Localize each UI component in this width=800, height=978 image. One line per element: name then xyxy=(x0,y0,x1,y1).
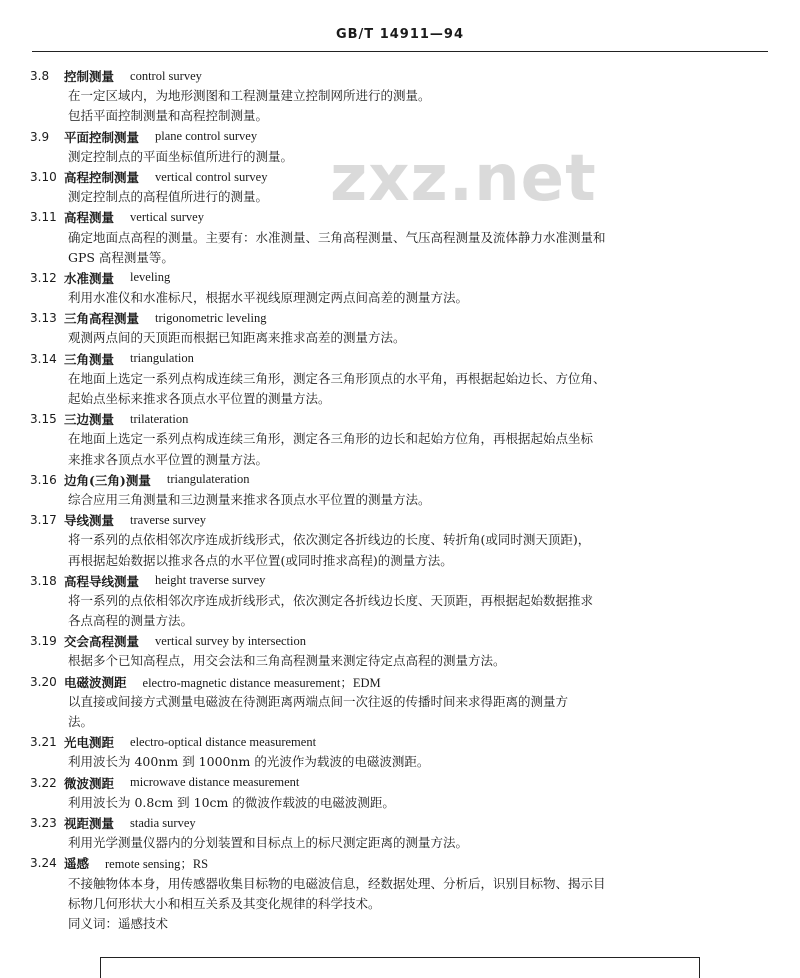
term-entry xyxy=(30,167,775,207)
definition-line: 起始点坐标来推求各顶点水平位置的测量方法。 xyxy=(68,391,331,406)
term-chinese: 高程导线测量 xyxy=(64,573,140,589)
term-number: 3.9 xyxy=(30,129,50,144)
definition-line: 在一定区域内，为地形测图和工程测量建立控制网所进行的测量。 xyxy=(68,88,431,104)
standard-code-header: GB/T 14911—94 xyxy=(335,27,465,42)
term-chinese: 三边测量 xyxy=(64,412,115,428)
definition-line: 观测两点间的天顶距而根据已知距离来推求高差的测量方法。 xyxy=(68,330,406,346)
term-chinese: 高程测量 xyxy=(64,210,115,226)
term-entry xyxy=(30,409,775,470)
term-chinese: 微波测距 xyxy=(64,775,115,791)
term-number: 3.16 xyxy=(30,472,57,487)
term-heading xyxy=(30,409,775,429)
term-entry xyxy=(30,672,775,733)
term-number: 3.19 xyxy=(30,634,57,649)
definition-line: 各点高程的测量方法。 xyxy=(68,613,194,629)
term-entry xyxy=(30,853,775,934)
term-english: control survey xyxy=(130,68,202,83)
term-heading xyxy=(30,813,775,833)
term-heading xyxy=(30,127,775,147)
term-number: 3.8 xyxy=(30,69,50,84)
definition-line: 同义词：遥感技术 xyxy=(68,915,169,931)
term-entry xyxy=(30,631,775,671)
definition-line: 来推求各顶点水平位置的测量方法。 xyxy=(68,451,269,467)
term-entry xyxy=(30,207,775,268)
term-chinese: 遥感 xyxy=(64,856,90,872)
definition-line: 在地面上选定一系列点构成连续三角形，测定各三角形的边长和起始方位角，再根据起始点坐标 xyxy=(68,431,594,447)
term-english: plane control survey xyxy=(155,129,258,144)
term-chinese: 高程控制测量 xyxy=(64,170,140,186)
term-english: remote sensing；RS xyxy=(105,857,209,872)
header-rule xyxy=(32,51,768,52)
term-english: microwave distance measurement xyxy=(130,775,300,790)
watermark: zxz.net xyxy=(330,142,597,216)
term-entry xyxy=(30,571,775,632)
term-heading xyxy=(30,66,775,86)
term-heading xyxy=(30,167,775,187)
term-heading xyxy=(30,470,775,490)
definition-line: 测定控制点的高程值所进行的测量。 xyxy=(68,189,269,205)
term-heading xyxy=(30,571,775,591)
term-number: 3.18 xyxy=(30,573,57,588)
term-chinese: 光电测距 xyxy=(64,735,115,751)
term-english: leveling xyxy=(130,270,171,285)
term-number: 3.10 xyxy=(30,170,57,185)
term-heading xyxy=(30,773,775,793)
term-entry xyxy=(30,773,775,813)
definition-line: 在地面上选定一系列点构成连续三角形，测定各三角形顶点的水平角，再根据起始边长、方位角、 xyxy=(68,370,606,386)
definition-line: 包括平面控制测量和高程控制测量。 xyxy=(68,108,269,124)
term-heading xyxy=(30,510,775,530)
term-entry xyxy=(30,127,775,167)
term-chinese: 平面控制测量 xyxy=(64,129,140,145)
definition-line: 利用光学测量仪器内的分划装置和目标点上的标尺测定距离的测量方法。 xyxy=(68,835,469,851)
definition-line: 确定地面点高程的测量。主要有：水准测量、三角高程测量、气压高程测量及流体静力水准测量和 xyxy=(68,229,606,245)
term-english: triangulateration xyxy=(166,472,250,487)
term-entry xyxy=(30,349,775,410)
term-english: triangulation xyxy=(130,351,194,366)
term-heading xyxy=(30,268,775,288)
term-number: 3.14 xyxy=(30,351,57,366)
term-chinese: 边角(三角)测量 xyxy=(64,472,151,488)
term-heading xyxy=(30,853,775,873)
term-number: 3.22 xyxy=(30,775,57,790)
term-chinese: 水准测量 xyxy=(64,270,115,286)
term-chinese: 三角测量 xyxy=(64,351,115,367)
term-number: 3.15 xyxy=(30,412,57,427)
definition-line: 将一系列的点依相邻次序连成折线形式，依次测定各折线边的长度、转折角(或同时测天顶距)， xyxy=(68,532,591,548)
term-chinese: 导线测量 xyxy=(64,513,115,529)
definition-line: 不接触物体本身，用传感器收集目标物的电磁波信息，经数据处理、分析后，识别目标物、揭示目 xyxy=(68,875,606,891)
term-number: 3.17 xyxy=(30,513,57,528)
definition-line: 将一系列的点依相邻次序连成折线形式，依次测定各折线边长度、天顶距，再根据起始数据推求 xyxy=(68,592,594,608)
term-number: 3.20 xyxy=(30,674,57,689)
term-heading xyxy=(30,207,775,227)
term-chinese: 控制测量 xyxy=(64,69,115,85)
definition-line: 标物几何形状大小和相互关系及其变化规律的科学技术。 xyxy=(68,895,381,911)
term-english: vertical survey by intersection xyxy=(155,633,307,648)
definition-line: 以直接或间接方式测量电磁波在待测距离两端点间一次往返的传播时间来求得距离的测量方 xyxy=(68,693,569,709)
term-chinese: 三角高程测量 xyxy=(64,311,140,327)
term-entry xyxy=(30,470,775,510)
term-heading xyxy=(30,308,775,328)
term-entry xyxy=(30,66,775,127)
term-heading xyxy=(30,349,775,369)
term-chinese: 电磁波测距 xyxy=(64,674,127,690)
term-entry xyxy=(30,510,775,571)
term-english: traverse survey xyxy=(130,512,207,527)
term-entry xyxy=(30,813,775,853)
definition-line: 利用波长为 400nm 到 1000nm 的光波作为载波的电磁波测距。 xyxy=(68,754,430,770)
definition-line: GPS 高程测量等。 xyxy=(68,249,174,265)
term-number: 3.21 xyxy=(30,735,57,750)
term-number: 3.24 xyxy=(30,856,57,871)
term-chinese: 视距测量 xyxy=(64,816,115,832)
term-entry xyxy=(30,268,775,308)
definition-line: 综合应用三角测量和三边测量来推求各顶点水平位置的测量方法。 xyxy=(68,491,431,507)
definition-line: 再根据起始数据以推求各点的水平位置(或同时推求高程)的测量方法。 xyxy=(68,552,453,568)
footnote-box xyxy=(100,957,700,978)
term-english: electro-optical distance measurement xyxy=(130,734,317,749)
term-chinese: 交会高程测量 xyxy=(64,634,140,650)
definition-line: 根据多个已知高程点，用交会法和三角高程测量来测定待定点高程的测量方法。 xyxy=(68,653,506,669)
term-english: vertical survey xyxy=(130,209,204,224)
definition-line: 测定控制点的平面坐标值所进行的测量。 xyxy=(68,148,294,164)
term-heading xyxy=(30,732,775,752)
definition-line: 利用水准仪和水准标尺，根据水平视线原理测定两点间高差的测量方法。 xyxy=(68,290,469,306)
term-heading xyxy=(30,631,775,651)
definition-line: 法。 xyxy=(68,714,94,729)
term-number: 3.12 xyxy=(30,270,57,285)
term-english: stadia survey xyxy=(130,815,196,830)
term-english: trilateration xyxy=(130,411,189,426)
term-number: 3.11 xyxy=(30,210,57,225)
term-english: trigonometric leveling xyxy=(155,310,267,325)
term-english: height traverse survey xyxy=(155,573,266,588)
term-number: 3.23 xyxy=(30,816,57,831)
term-entry xyxy=(30,732,775,772)
term-entry xyxy=(30,308,775,348)
term-heading xyxy=(30,672,775,692)
term-list xyxy=(30,66,775,934)
definition-line: 利用波长为 0.8cm 到 10cm 的微波作载波的电磁波测距。 xyxy=(68,794,395,810)
term-number: 3.13 xyxy=(30,311,57,326)
term-english: electro-magnetic distance measurement；EDM xyxy=(142,675,381,690)
term-english: vertical control survey xyxy=(155,169,268,184)
